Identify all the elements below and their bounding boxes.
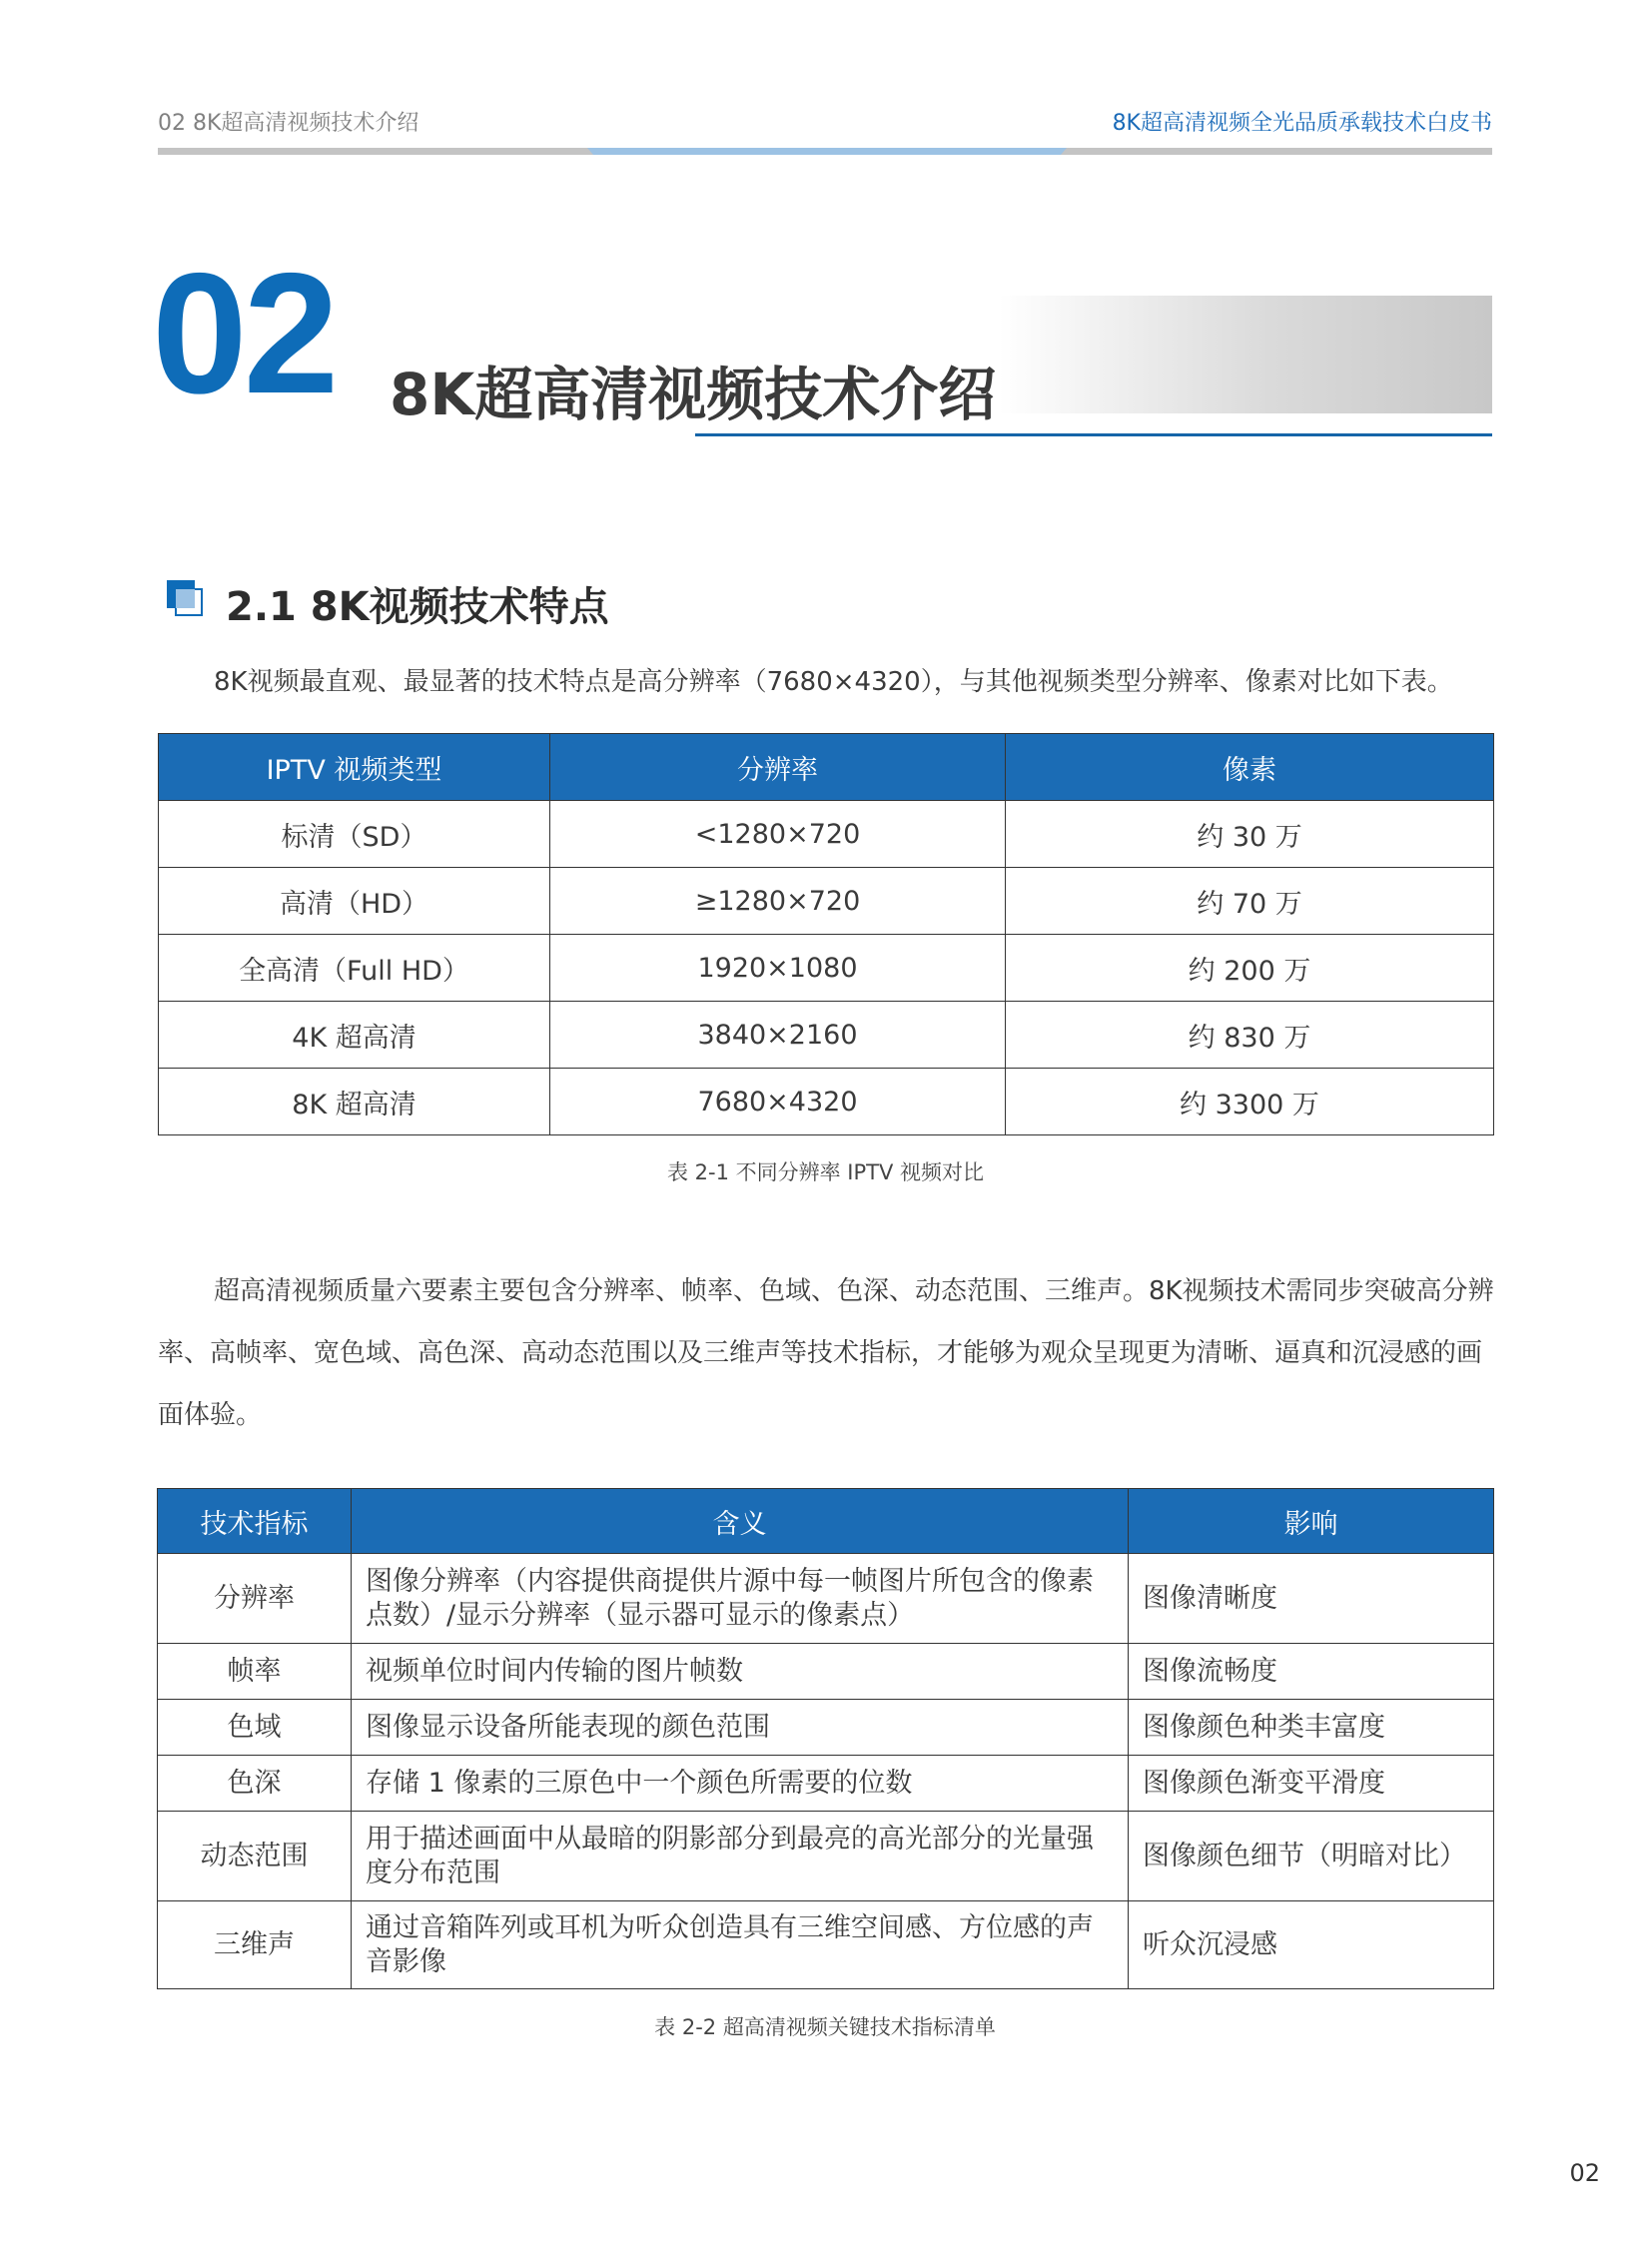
table-row bbox=[159, 801, 1494, 868]
column-header: 技术指标 bbox=[158, 1489, 352, 1554]
table-cell: 帧率 bbox=[158, 1644, 352, 1700]
paragraph-intro: 8K视频最直观、最显著的技术特点是高分辨率（7680×4320），与其他视频类型分辨率、像素对比如下表。 bbox=[214, 667, 1453, 697]
column-header: IPTV 视频类型 bbox=[159, 734, 550, 801]
table-row bbox=[158, 1901, 1494, 1989]
table-cell: 图像流畅度 bbox=[1129, 1644, 1494, 1700]
header-divider bbox=[158, 148, 1492, 155]
table-cell: <1280×720 bbox=[550, 801, 1006, 868]
column-header: 影响 bbox=[1129, 1489, 1494, 1554]
table-row bbox=[159, 935, 1494, 1002]
table-cell: 听众沉浸感 bbox=[1129, 1901, 1494, 1989]
table-cell: 全高清（Full HD） bbox=[159, 935, 550, 1002]
table-cell: 图像颜色种类丰富度 bbox=[1129, 1700, 1494, 1756]
table-cell: 动态范围 bbox=[158, 1812, 352, 1901]
table-row bbox=[158, 1554, 1494, 1644]
table-row bbox=[159, 1002, 1494, 1069]
chapter-title-band bbox=[999, 296, 1492, 413]
table-cell: 约 30 万 bbox=[1006, 801, 1494, 868]
table-cell: 三维声 bbox=[158, 1901, 352, 1989]
table-cell: ≥1280×720 bbox=[550, 868, 1006, 935]
page-number: 02 bbox=[1569, 2159, 1600, 2187]
table-row bbox=[159, 1069, 1494, 1135]
table-cell: 约 200 万 bbox=[1006, 935, 1494, 1002]
chapter-number: 02 bbox=[152, 238, 336, 429]
table-cell: 图像清晰度 bbox=[1129, 1554, 1494, 1644]
table-cell: 1920×1080 bbox=[550, 935, 1006, 1002]
table-cell: 分辨率 bbox=[158, 1554, 352, 1644]
table-cell: 标清（SD） bbox=[159, 801, 550, 868]
table-cell: 约 830 万 bbox=[1006, 1002, 1494, 1069]
key-indicators-table bbox=[157, 1488, 1494, 1989]
section-square-icon bbox=[166, 579, 204, 617]
table-cell: 通过音箱阵列或耳机为听众创造具有三维空间感、方位感的声音影像 bbox=[352, 1901, 1129, 1989]
table-cell: 约 3300 万 bbox=[1006, 1069, 1494, 1135]
table-cell: 用于描述画面中从最暗的阴影部分到最亮的高光部分的光量强度分布范围 bbox=[352, 1812, 1129, 1901]
running-header-right: 8K超高清视频全光品质承载技术白皮书 bbox=[1112, 111, 1492, 136]
table-caption: 表 2-1 不同分辨率 IPTV 视频对比 bbox=[666, 1160, 985, 1184]
table-cell: 图像颜色细节（明暗对比） bbox=[1129, 1812, 1494, 1901]
resolution-comparison-table bbox=[158, 733, 1494, 1135]
table-row bbox=[158, 1812, 1494, 1901]
column-header: 含义 bbox=[352, 1489, 1129, 1554]
table-row bbox=[158, 1700, 1494, 1756]
table-row bbox=[158, 1756, 1494, 1812]
chapter-underline bbox=[695, 433, 1492, 436]
table-cell: 图像显示设备所能表现的颜色范围 bbox=[352, 1700, 1129, 1756]
table-cell: 色深 bbox=[158, 1756, 352, 1812]
section-title: 2.1 8K视频技术特点 bbox=[226, 584, 609, 630]
table-row bbox=[159, 868, 1494, 935]
paragraph-six-elements: 超高清视频质量六要素主要包含分辨率、帧率、色域、色深、动态范围、三维声。8K视频技术需同步突破高分辨率、高帧率、宽色域、高色深、高动态范围以及三维声等技术指标，才能够为观众呈现更为清晰、逼真和沉浸感的画面体验。 bbox=[158, 1276, 1494, 1430]
table-cell: 约 70 万 bbox=[1006, 868, 1494, 935]
table-cell: 图像分辨率（内容提供商提供片源中每一帧图片所包含的像素点数）/显示分辨率（显示器可显示的像素点） bbox=[352, 1554, 1129, 1644]
column-header: 像素 bbox=[1006, 734, 1494, 801]
column-header: 分辨率 bbox=[550, 734, 1006, 801]
table-cell: 4K 超高清 bbox=[159, 1002, 550, 1069]
table-header-row bbox=[159, 734, 1494, 801]
table-header-row bbox=[158, 1489, 1494, 1554]
table-caption: 表 2-2 超高清视频关键技术指标清单 bbox=[654, 2015, 996, 2039]
table-cell: 视频单位时间内传输的图片帧数 bbox=[352, 1644, 1129, 1700]
running-header-left: 02 8K超高清视频技术介绍 bbox=[158, 111, 419, 136]
chapter-title: 8K超高清视频技术介绍 bbox=[390, 361, 997, 428]
table-cell: 7680×4320 bbox=[550, 1069, 1006, 1135]
table-cell: 图像颜色渐变平滑度 bbox=[1129, 1756, 1494, 1812]
table-row bbox=[158, 1644, 1494, 1700]
table-cell: 8K 超高清 bbox=[159, 1069, 550, 1135]
table-cell: 高清（HD） bbox=[159, 868, 550, 935]
table-cell: 存储 1 像素的三原色中一个颜色所需要的位数 bbox=[352, 1756, 1129, 1812]
table-cell: 色域 bbox=[158, 1700, 352, 1756]
table-cell: 3840×2160 bbox=[550, 1002, 1006, 1069]
